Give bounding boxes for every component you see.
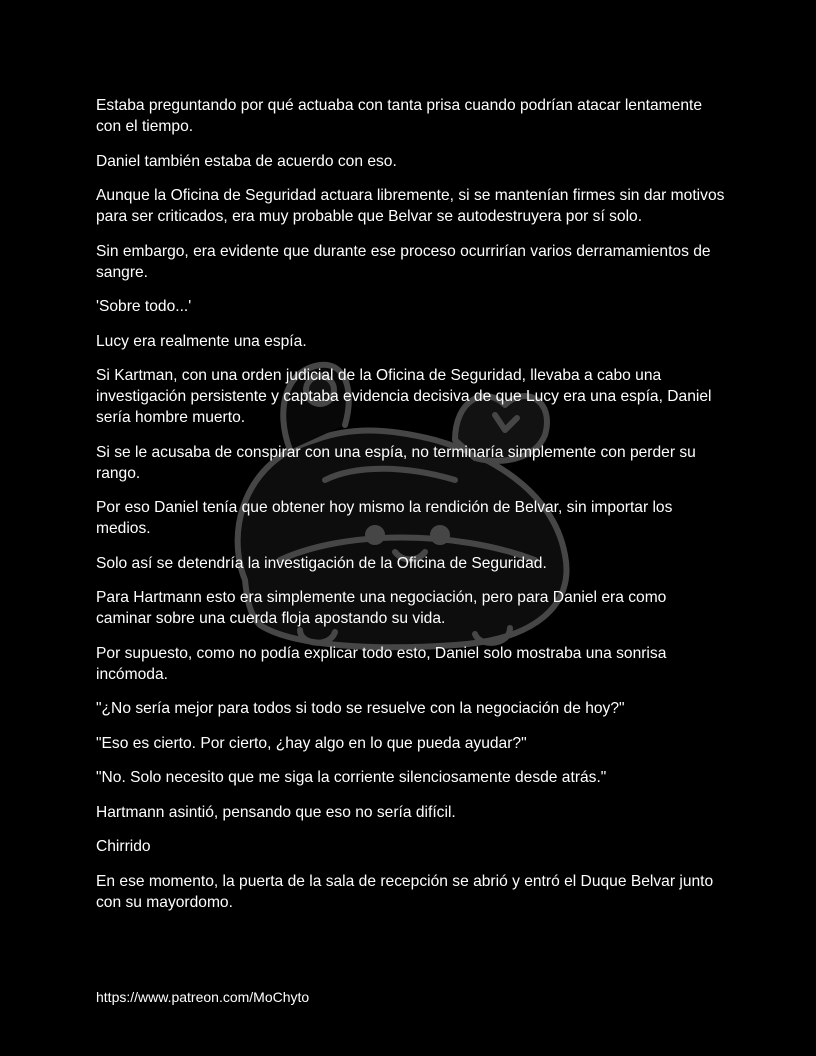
paragraph: Daniel también estaba de acuerdo con eso. xyxy=(96,152,397,170)
chapter-text xyxy=(96,95,726,926)
paragraph: Si se le acusaba de conspirar con una espía, no terminaría simplemente con perder su rango. xyxy=(96,443,696,482)
paragraph: "¿No sería mejor para todos si todo se resuelve con la negociación de hoy?" xyxy=(96,700,625,717)
paragraph: Estaba preguntando por qué actuaba con tanta prisa cuando podrían atacar lentamente con el tiempo. xyxy=(96,97,702,135)
paragraph: 'Sobre todo...' xyxy=(96,298,192,315)
paragraph: Hartmann asintió, pensando que eso no sería difícil. xyxy=(96,803,456,821)
patreon-link[interactable]: https://www.patreon.com/MoChyto xyxy=(96,989,310,1005)
paragraph: Chirrido xyxy=(96,838,151,855)
paragraph: Por eso Daniel tenía que obtener hoy mismo la rendición de Belvar, sin importar los medios. xyxy=(96,499,673,537)
paragraph: Lucy era realmente una espía. xyxy=(96,332,307,350)
paragraph: Sin embargo, era evidente que durante ese proceso ocurrirían varios derramamientos de sangre. xyxy=(96,242,711,281)
paragraph: En ese momento, la puerta de la sala de recepción se abrió y entró el Duque Belvar junto con su mayordomo. xyxy=(96,872,714,911)
paragraph: "Eso es cierto. Por cierto, ¿hay algo en lo que pueda ayudar?" xyxy=(96,734,527,752)
paragraph: "No. Solo necesito que me siga la corriente silenciosamente desde atrás." xyxy=(96,769,607,786)
paragraph: Por supuesto, como no podía explicar todo esto, Daniel solo mostraba una sonrisa incómoda. xyxy=(96,644,667,683)
paragraph: Para Hartmann esto era simplemente una negociación, pero para Daniel era como caminar sobre una cuerda floja apostando su vida. xyxy=(96,589,667,627)
paragraph: Si Kartman, con una orden judicial de la Oficina de Seguridad, llevaba a cabo una investigación persistente y captaba evidencia decisiva de que Lucy era una espía, Daniel sería hombre muerto. xyxy=(96,367,712,426)
paragraph: Solo así se detendría la investigación de la Oficina de Seguridad. xyxy=(96,554,547,572)
paragraph: Aunque la Oficina de Seguridad actuara libremente, si se mantenían firmes sin dar motivos para ser criticados, era muy probable que Belvar se autodestruyera por sí solo. xyxy=(96,187,725,225)
